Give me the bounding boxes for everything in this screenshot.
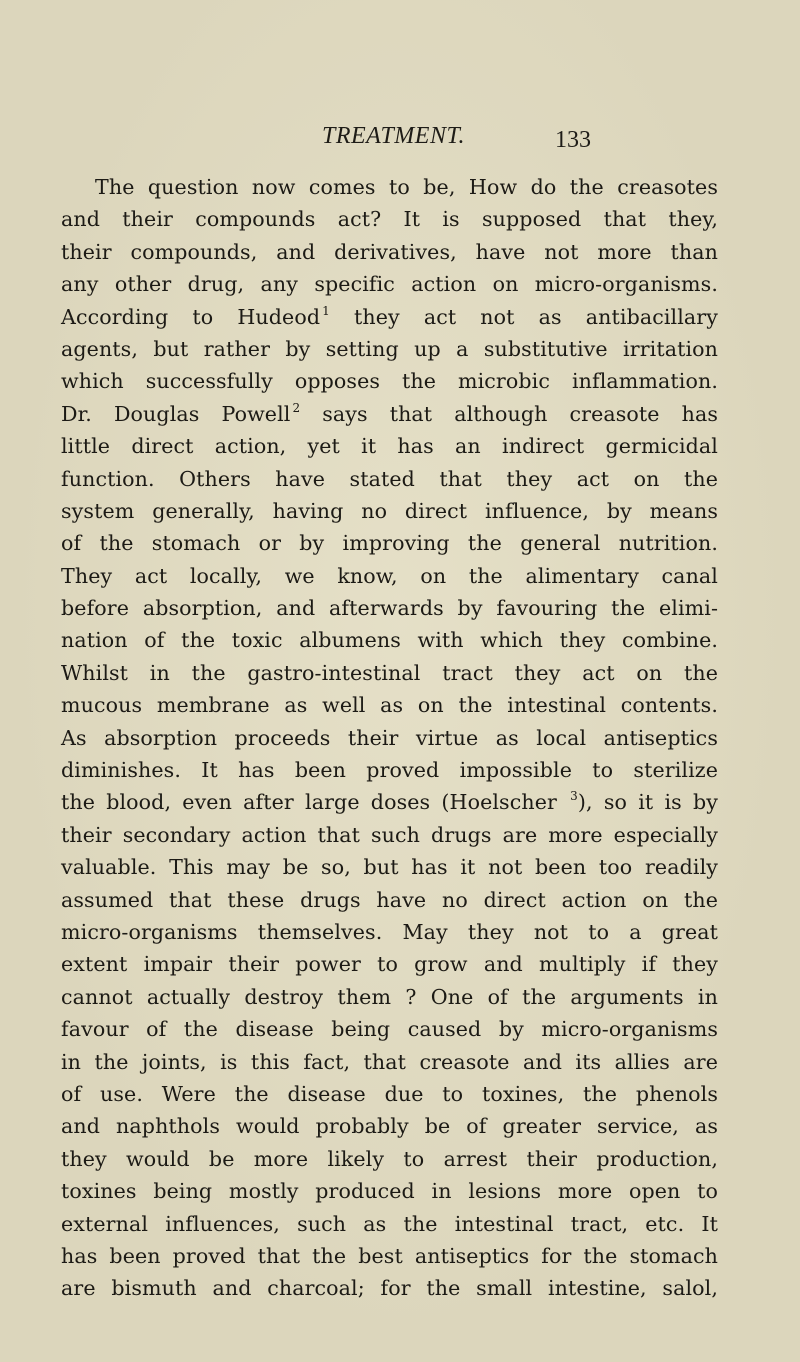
text-segment: says that although creasote has — [300, 401, 719, 426]
text-line: toxines being mostly produced in lesions more open to — [61, 1179, 718, 1204]
text-line: which successfully opposes the microbic inflammation. — [61, 369, 718, 394]
page-number: 133 — [555, 127, 591, 153]
text-line: The question now comes to be, How do the creasotes — [95, 175, 718, 199]
footnote-reference: 2 — [292, 400, 301, 415]
text-line: any other drug, any specific action on micro-organisms. — [61, 272, 718, 297]
footnote-reference: 1 — [322, 303, 330, 318]
text-line: are bismuth and charcoal; for the small intestine, salol, — [61, 1276, 718, 1301]
text-line: their secondary action that such drugs are more especially — [61, 822, 718, 847]
text-line: little direct action, yet it has an indirect germicidal — [61, 434, 718, 459]
text-line: system generally, having no direct influence, by means — [61, 498, 718, 523]
text-segment: ), so it is by — [577, 790, 719, 815]
text-line: before absorption, and afterwards by favouring the elimi- — [61, 596, 718, 621]
text-segment: the blood, even after large doses (Hoelscher — [61, 790, 569, 815]
text-line: has been proved that the best antiseptics for the stomach — [61, 1243, 718, 1268]
text-line: favour of the disease being caused by micro-organisms — [61, 1017, 718, 1042]
text-line: nation of the toxic albumens with which they combine. — [61, 628, 718, 653]
text-line: assumed that these drugs have no direct action on the — [61, 887, 718, 912]
text-line: They act locally, we know, on the alimentary canal — [61, 563, 718, 588]
text-line: agents, but rather by setting up a substitutive irritation — [61, 336, 718, 361]
text-line: they would be more likely to arrest their production, — [61, 1146, 718, 1171]
text-line: valuable. This may be so, but has it not been too readily — [61, 855, 718, 880]
text-line — [61, 398, 718, 430]
text-line: function. Others have stated that they act on the — [61, 466, 718, 491]
text-line: and naphthols would probably be of greater service, as — [61, 1114, 718, 1139]
text-line: in the joints, is this fact, that creasote and its allies are — [61, 1049, 718, 1074]
text-segment: Dr. Douglas Powell — [61, 401, 291, 426]
text-line: and their compounds act? It is supposed that they, — [61, 207, 718, 232]
text-line: extent impair their power to grow and multiply if they — [61, 952, 718, 977]
text-line: external influences, such as the intestinal tract, etc. It — [61, 1211, 718, 1236]
text-line: mucous membrane as well as on the intestinal contents. — [61, 693, 718, 718]
body-text — [61, 171, 718, 1305]
text-line: Whilst in the gastro-intestinal tract they act on the — [61, 660, 718, 685]
text-segment: they act not as antibacillary — [329, 304, 718, 329]
text-line: of the stomach or by improving the general nutrition. — [61, 531, 718, 556]
text-line: their compounds, and derivatives, have not more than — [61, 239, 718, 264]
text-line: diminishes. It has been proved impossible to sterilize — [61, 758, 718, 783]
text-line — [61, 301, 718, 333]
text-line: cannot actually destroy them ? One of the arguments in — [61, 984, 718, 1009]
text-segment: According to Hudeod — [61, 304, 321, 329]
text-line: micro-organisms themselves. May they not to a great — [61, 919, 718, 944]
running-head: TREATMENT. — [322, 123, 466, 149]
text-line: of use. Were the disease due to toxines, the phenols — [61, 1081, 718, 1106]
footnote-reference: 3 — [570, 789, 578, 804]
text-line: As absorption proceeds their virtue as local antiseptics — [61, 725, 718, 750]
text-line — [61, 786, 718, 818]
